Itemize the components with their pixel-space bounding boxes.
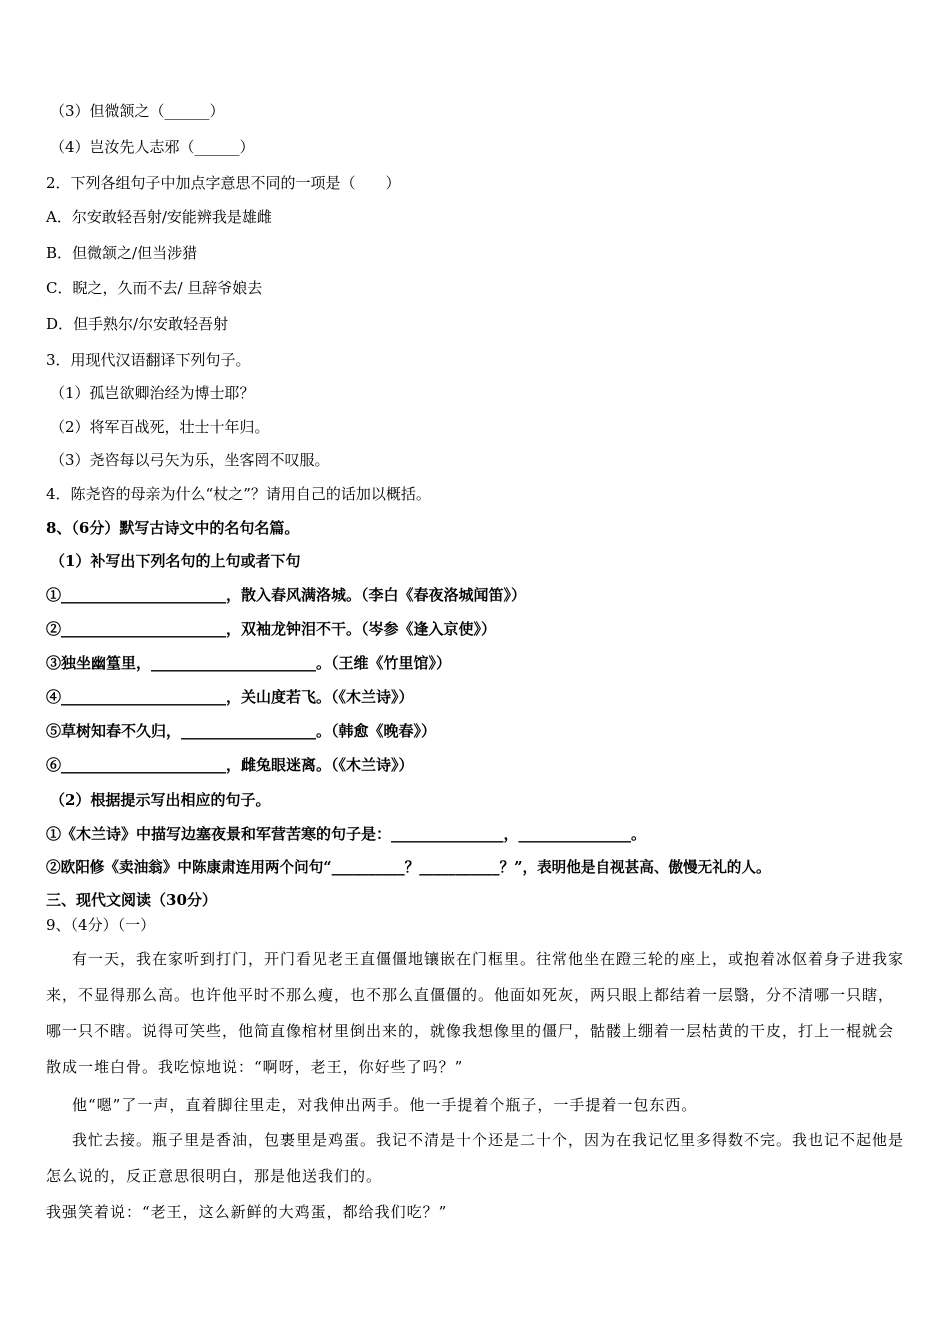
- q1-item-3: （3）但微颔之（______）: [50, 102, 225, 120]
- passage-paragraph-2: 他“嗯”了一声，直着脚往里走，对我伸出两手。他一手提着个瓶子，一手提着一包东西。: [72, 1096, 698, 1114]
- passage-paragraph-1: 有一天，我在家听到打门，开门看见老王直僵僵地镶嵌在门框里。往常他坐在蹬三轮的座上，或抱着冰伛着身子进我家来，不显得那么高。也许他平时不那么瘦，也不那么直僵僵的。他面如死灰，两只眼上都结着一层翳，分不清哪一只瞎，哪一只不瞎。说得可笑些，他简直像棺材里倒出来的，就像我想像里的僵尸，骷髅上绷着一层枯黄的干皮，打上一棍就会散成一堆白骨。我吃惊地说：“啊呀，老王，你好些了吗？”: [46, 950, 905, 1076]
- q2-stem: 2．下列各组句子中加点字意思不同的一项是（ ）: [46, 174, 401, 192]
- q8-hint-2: ②欧阳修《卖油翁》中陈康肃连用两个问句“__________？___________？”，表明他是自视甚高、傲慢无礼的人。: [46, 859, 771, 876]
- q3-item-3: （3）尧咨每以弓矢为乐，坐客罔不叹服。: [50, 451, 330, 469]
- section3-title: 三、现代文阅读（30分）: [46, 891, 217, 909]
- q4-stem: 4．陈尧咨的母亲为什么“杖之”？请用自己的话加以概括。: [46, 485, 431, 503]
- q3-stem: 3．用现代汉语翻译下列句子。: [46, 351, 251, 369]
- q8-hint-1: ①《木兰诗》中描写边塞夜景和军营苦寒的句子是：_______________，_______________。: [46, 825, 647, 843]
- q8-line-2: ②______________________，双袖龙钟泪不干。（岑参《逢入京使》）: [46, 620, 497, 638]
- q9-title: 9、（4分）（一）: [46, 916, 156, 934]
- q2-option-b: B．但微颔之/但当涉猎: [46, 244, 198, 262]
- q3-item-1: （1）孤岂欲卿治经为博士耶？: [50, 384, 255, 402]
- q8-line-3: ③独坐幽篁里，______________________。（王维《竹里馆》）: [46, 654, 452, 672]
- q8-line-1: ①______________________，散入春风满洛城。（李白《春夜洛城闻笛》）: [46, 586, 527, 604]
- q8-line-5: ⑤草树知春不久归，__________________。（韩愈《晚春》）: [46, 722, 437, 740]
- q2-option-c: C．睨之，久而不去/ 旦辞爷娘去: [46, 279, 263, 297]
- q8-sub2: （2）根据提示写出相应的句子。: [50, 791, 271, 809]
- q3-item-2: （2）将军百战死，壮士十年归。: [50, 418, 270, 436]
- passage-paragraph-3: 我忙去接。瓶子里是香油，包裹里是鸡蛋。我记不清是十个还是二十个，因为在我记忆里多得数不完。我也记不起他是怎么说的，反正意思很明白，那是他送我们的。: [46, 1131, 905, 1185]
- q8-title: 8、（6分）默写古诗文中的名句名篇。: [46, 519, 300, 537]
- passage-paragraph-4: 我强笑着说：“老王，这么新鲜的大鸡蛋，都给我们吃？”: [46, 1203, 448, 1221]
- q2-option-d: D．但手熟尔/尔安敢轻吾射: [46, 315, 229, 333]
- q8-sub1: （1）补写出下列名句的上句或者下句: [50, 552, 301, 570]
- q8-line-4: ④______________________，关山度若飞。（《木兰诗》）: [46, 688, 414, 706]
- q2-option-a: A．尔安敢轻吾射/安能辨我是雄雌: [46, 208, 272, 226]
- q8-line-6: ⑥______________________，雌兔眼迷离。（《木兰诗》）: [46, 756, 414, 774]
- q1-item-4: （4）岂汝先人志邪（______）: [50, 138, 255, 156]
